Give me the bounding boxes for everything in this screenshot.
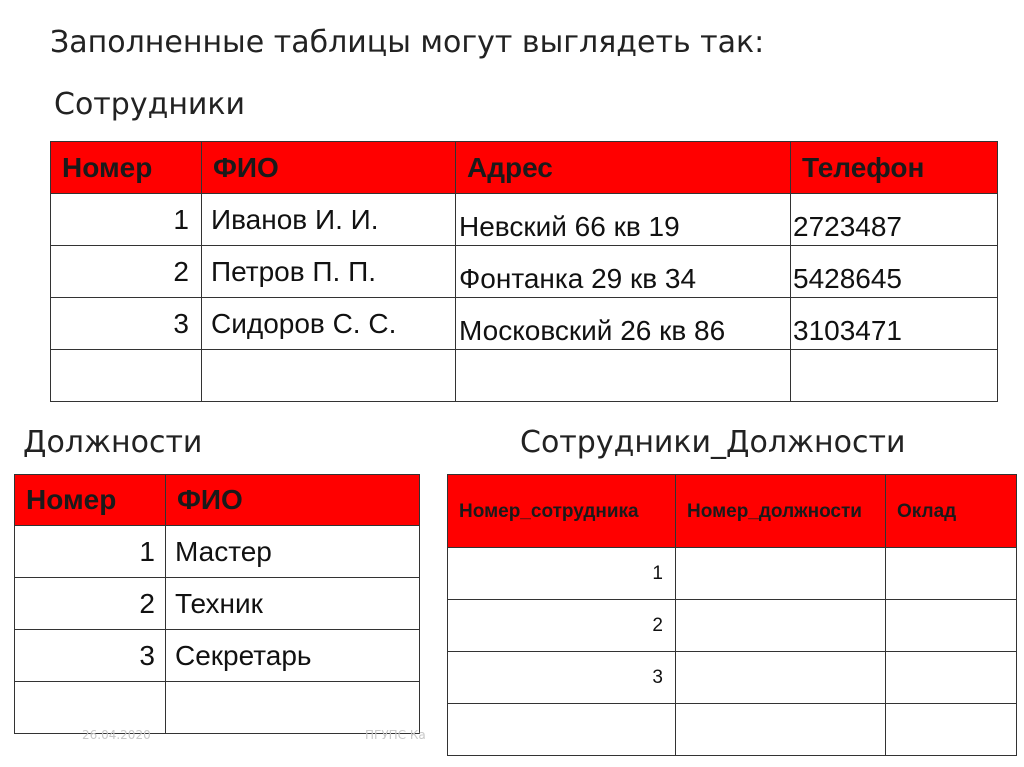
phone-cell: 3103471: [791, 298, 998, 350]
positions-caption: Должности: [23, 425, 203, 460]
header-cell: Адрес: [456, 142, 791, 194]
fio-cell: Иванов И. И.: [202, 194, 456, 246]
employee-number-cell: 3: [448, 652, 676, 704]
address-cell: Фонтанка 29 кв 34: [456, 246, 791, 298]
salary-cell: [886, 548, 1017, 600]
header-cell: Номер_сотрудника: [448, 475, 676, 548]
table-row: [448, 704, 1017, 756]
position-number-cell: [676, 704, 886, 756]
table-row: [448, 600, 1017, 652]
position-number-cell: [676, 548, 886, 600]
employees-table: [50, 141, 998, 402]
table-row: [448, 652, 1017, 704]
table-row: [15, 526, 420, 578]
position-name-cell: Мастер: [166, 526, 420, 578]
header-cell: ФИО: [202, 142, 456, 194]
table-header-row: [51, 142, 998, 194]
table-row: [15, 682, 420, 734]
phone-cell: 5428645: [791, 246, 998, 298]
position-name-cell: Техник: [166, 578, 420, 630]
employee-number-cell: [448, 704, 676, 756]
header-cell: Номер: [51, 142, 202, 194]
table-row: [448, 548, 1017, 600]
employee-positions-caption: Сотрудники_Должности: [520, 425, 906, 460]
header-cell: Телефон: [791, 142, 998, 194]
fio-cell: Сидоров С. С.: [202, 298, 456, 350]
employee-number-cell: 1: [448, 548, 676, 600]
table-header-row: [15, 475, 420, 526]
table-header-row: [448, 475, 1017, 548]
table-row: [15, 578, 420, 630]
address-cell: Невский 66 кв 19: [456, 194, 791, 246]
table-row: [15, 630, 420, 682]
slide-title: Заполненные таблицы могут выглядеть так:: [50, 25, 765, 60]
number-cell: 1: [15, 526, 166, 578]
phone-cell: [791, 350, 998, 402]
employees-caption: Сотрудники: [54, 87, 246, 122]
position-name-cell: [166, 682, 420, 734]
positions-table: [14, 474, 420, 734]
footer-date: 26.04.2020: [82, 728, 151, 742]
salary-cell: [886, 704, 1017, 756]
number-cell: [51, 350, 202, 402]
employee-positions-table: [447, 474, 1017, 756]
number-cell: 2: [51, 246, 202, 298]
number-cell: 3: [51, 298, 202, 350]
header-cell: Номер: [15, 475, 166, 526]
position-number-cell: [676, 600, 886, 652]
footer-org: ПГУПС Ка: [365, 728, 426, 742]
number-cell: [15, 682, 166, 734]
number-cell: 3: [15, 630, 166, 682]
position-number-cell: [676, 652, 886, 704]
address-cell: Московский 26 кв 86: [456, 298, 791, 350]
fio-cell: Петров П. П.: [202, 246, 456, 298]
table-row: [51, 298, 998, 350]
address-cell: [456, 350, 791, 402]
header-cell: ФИО: [166, 475, 420, 526]
table-row: [51, 194, 998, 246]
employee-number-cell: 2: [448, 600, 676, 652]
table-row: [51, 246, 998, 298]
number-cell: 2: [15, 578, 166, 630]
header-cell: Оклад: [886, 475, 1017, 548]
number-cell: 1: [51, 194, 202, 246]
header-cell: Номер_должности: [676, 475, 886, 548]
salary-cell: [886, 652, 1017, 704]
salary-cell: [886, 600, 1017, 652]
phone-cell: 2723487: [791, 194, 998, 246]
position-name-cell: Секретарь: [166, 630, 420, 682]
table-row: [51, 350, 998, 402]
fio-cell: [202, 350, 456, 402]
